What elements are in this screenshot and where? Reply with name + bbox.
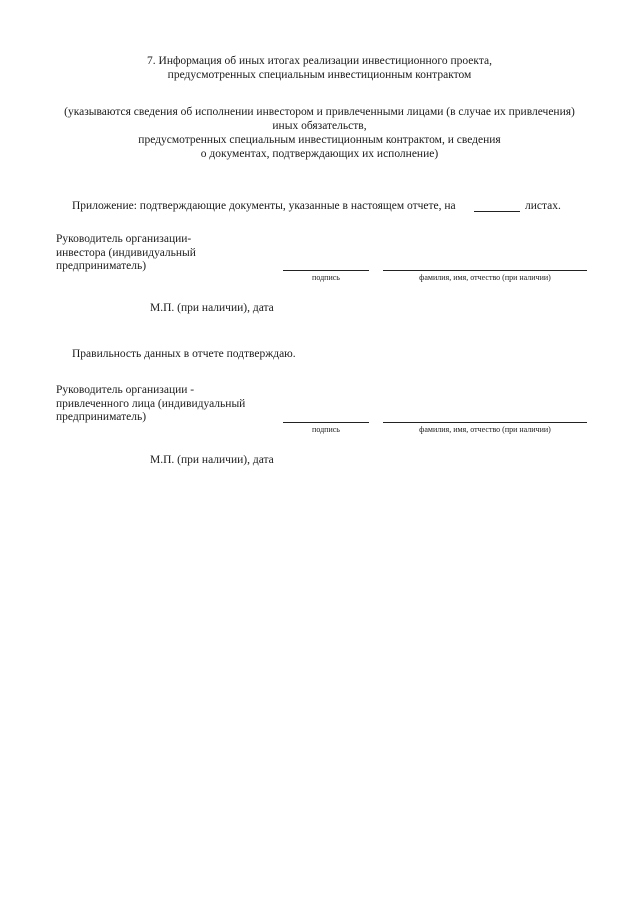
investor-label-line1: Руководитель организации- — [56, 233, 192, 245]
attracted-label-line1: Руководитель организации - — [56, 384, 195, 396]
attracted-stamp-date: М.П. (при наличии), дата — [150, 454, 274, 466]
attachment-pages-field[interactable] — [474, 211, 520, 212]
investor-signature-caption: подпись — [312, 273, 340, 282]
attracted-name-caption: фамилия, имя, отчество (при наличии) — [419, 425, 551, 434]
attachment-text: Приложение: подтверждающие документы, указанные в настоящем отчете, на — [72, 200, 456, 212]
investor-stamp-date: М.П. (при наличии), дата — [150, 302, 274, 314]
section-title-line1: 7. Информация об иных итогах реализации инвестиционного проекта, — [147, 55, 492, 67]
attracted-label-line3: предприниматель) — [56, 411, 147, 423]
attracted-label-line2: привлеченного лица (индивидуальный — [56, 398, 246, 410]
investor-signature-line[interactable] — [283, 270, 369, 271]
note-line2: иных обязательств, — [272, 120, 367, 132]
investor-label-line2: инвестора (индивидуальный — [56, 247, 196, 259]
investor-name-caption: фамилия, имя, отчество (при наличии) — [419, 273, 551, 282]
investor-name-line[interactable] — [383, 270, 587, 271]
attracted-signature-line[interactable] — [283, 422, 369, 423]
note-line3: предусмотренных специальным инвестиционным контрактом, и сведения — [138, 134, 501, 146]
note-line4: о документах, подтверждающих их исполнение) — [200, 148, 439, 160]
attracted-signature-caption: подпись — [312, 425, 340, 434]
section-title-line2: предусмотренных специальным инвестиционным контрактом — [167, 69, 472, 81]
investor-label-line3: предприниматель) — [56, 260, 147, 272]
note-line1: (указываются сведения об исполнении инвестором и привлеченными лицами (в случае их привлечения) — [64, 106, 575, 118]
attachment-suffix: листах. — [525, 200, 561, 212]
confirmation-text: Правильность данных в отчете подтверждаю. — [72, 348, 296, 360]
attracted-name-line[interactable] — [383, 422, 587, 423]
